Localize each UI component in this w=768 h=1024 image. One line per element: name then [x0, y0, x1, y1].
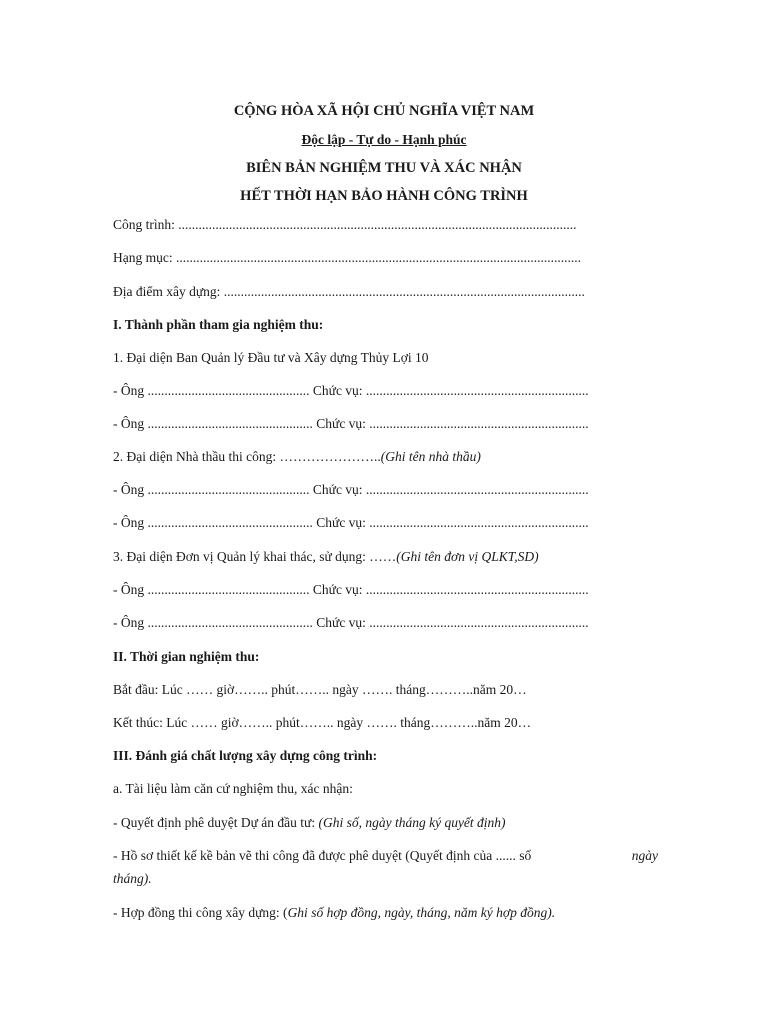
item1-text: - Quyết định phê duyệt Dự án đầu tư:	[113, 815, 319, 830]
document-title-line2: HẾT THỜI HẠN BẢO HÀNH CÔNG TRÌNH	[240, 188, 528, 204]
item2-text: - Hồ sơ thiết kế kề bản vẽ thi công đã được phê duyệt (Quyết định của ...... số	[113, 848, 532, 863]
rep3-line1: - Ông ................................................ Chức vụ: ..................................................................	[113, 582, 589, 597]
section3-item1	[113, 814, 658, 832]
rep2-line2: - Ông ................................................. Chức vụ: .................................................................	[113, 515, 589, 530]
section3-item2	[113, 847, 658, 865]
rep1-line1: - Ông ................................................ Chức vụ: ..................................................................	[113, 383, 589, 398]
section1-heading: I. Thành phần tham gia nghiệm thu:	[113, 317, 324, 332]
item3-note: Ghi số hợp đồng, ngày, tháng, năm ký hợp đồng).	[287, 905, 556, 920]
section3-item3	[113, 904, 658, 922]
rep3-title	[113, 548, 658, 566]
section2-heading: II. Thời gian nghiệm thu:	[113, 649, 260, 664]
rep2-title-note: (Ghi tên nhà thầu)	[380, 449, 481, 464]
item2-note-a: ngày	[631, 848, 658, 863]
document-title-line1: BIÊN BẢN NGHIỆM THU VÀ XÁC NHẬN	[246, 160, 522, 176]
item1-note: (Ghi số, ngày tháng ký quyết định)	[318, 815, 506, 830]
rep3-title-note: (Ghi tên đơn vị QLKT,SD)	[396, 549, 539, 564]
field-cong-trinh: Công trình: ......................................................................................................................	[113, 217, 577, 232]
item3-text: - Hợp đồng thi công xây dựng: (	[113, 905, 288, 920]
field-hang-muc: Hạng mục: ........................................................................................................................	[113, 250, 581, 265]
country-header: CỘNG HÒA XÃ HỘI CHỦ NGHĨA VIỆT NAM	[233, 103, 535, 119]
rep2-line1: - Ông ................................................ Chức vụ: ..................................................................	[113, 482, 589, 497]
section3-item2-cont: tháng).	[113, 871, 152, 886]
start-time: Bắt đầu: Lúc …… giờ…….. phút…….. ngày ……. tháng………..năm 20…	[113, 682, 527, 697]
field-dia-diem: Địa điểm xây dựng: ...........................................................................................................	[113, 284, 585, 299]
rep3-line2: - Ông ................................................. Chức vụ: .................................................................	[113, 615, 589, 630]
rep1-title: 1. Đại diện Ban Quản lý Đầu tư và Xây dựng Thủy Lợi 10	[113, 350, 429, 365]
end-time: Kết thúc: Lúc …… giờ…….. phút…….. ngày ……. tháng………..năm 20…	[113, 715, 532, 730]
section3-a-title: a. Tài liệu làm căn cứ nghiệm thu, xác nhận:	[113, 781, 353, 796]
rep2-title	[113, 448, 658, 466]
rep1-line2: - Ông ................................................. Chức vụ: .................................................................	[113, 416, 589, 431]
national-motto: Độc lập - Tự do - Hạnh phúc	[301, 132, 467, 147]
rep3-title-text: 3. Đại diện Đơn vị Quản lý khai thác, sử dụng: ……	[113, 549, 397, 564]
rep2-title-text: 2. Đại diện Nhà thầu thi công: …………………..	[113, 449, 381, 464]
section3-heading: III. Đánh giá chất lượng xây dựng công trình:	[113, 748, 378, 763]
